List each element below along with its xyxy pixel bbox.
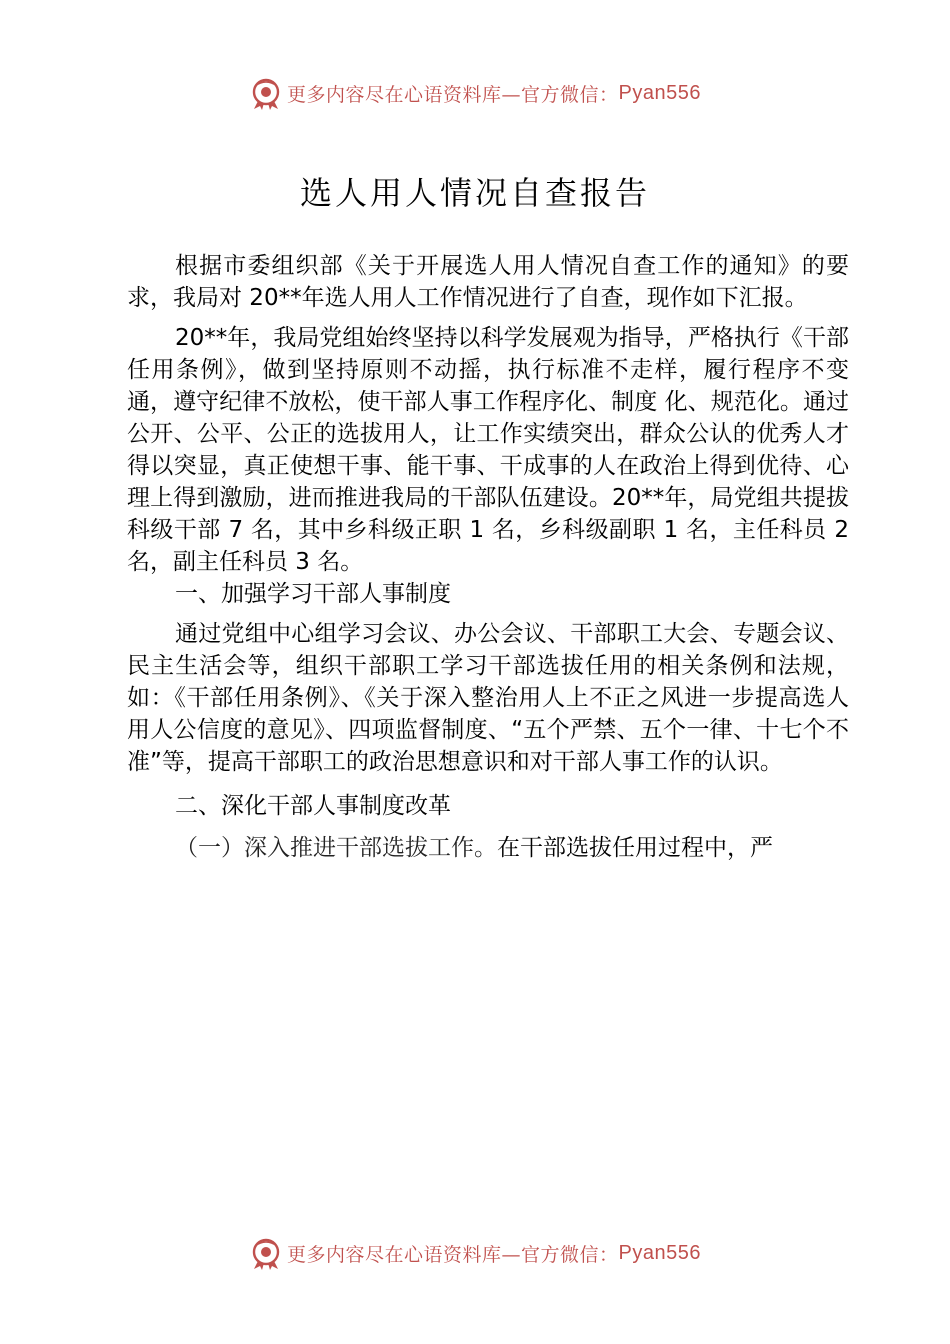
paragraph-study: 通过党组中心组学习会议、办公会议、干部职工大会、专题会议、民主生活会等，组织干部职工学习干部选拔任用的相关条例和法规，如：《干部任用条例》、《关于深入整治用人上不正之风进一步提高选人用人公信度的意见》、四项监督制度、“五个严禁、五个一律、十七个不准”等，提高干部职工的政治思想意识和对干部人事工作的认识。 xyxy=(127,621,849,775)
ribbon-seal-icon xyxy=(249,1236,283,1270)
paragraph-overview: 20**年，我局党组始终坚持以科学发展观为指导，严格执行《干部任用条例》，做到坚持原则不动摇，执行标准不走样，履行程序不变通，遵守纪律不放松，使干部人事工作程序化、制度 化、规范化。通过公开、公平、公正的选拔用人，让工作实绩突出，群众公认的优秀人才得以突显，真正使想干事、能干事、干成事的人在政治上得到优待、心理上得到激励，进而推进我局的干部队伍建设。20**年，局党组共提拔科级干部 7 名，其中乡科级正职 1 名，乡科级副职 1 名，主任科员 2 名，副主任科员 3 名。 xyxy=(127,325,849,575)
document-title: 选人用人情况自查报告 xyxy=(299,174,650,212)
subsection-line xyxy=(127,832,849,864)
banner-text: 更多内容尽在心语资料库—官方微信： xyxy=(287,1243,619,1266)
banner-wechat-id: Pyan556 xyxy=(618,1241,701,1264)
section-heading-2: 二、深化干部人事制度改革 xyxy=(175,793,451,819)
banner-wechat-id: Pyan556 xyxy=(618,81,701,104)
header-banner xyxy=(0,73,950,113)
ribbon-seal-icon xyxy=(249,76,283,110)
footer-banner xyxy=(0,1233,950,1273)
document-body xyxy=(127,250,849,864)
subsection-label: （一）深入推进干部选拔工作。 xyxy=(175,835,497,861)
subsection-text: 在干部选拔任用过程中，严 xyxy=(497,835,773,861)
paragraph-intro: 根据市委组织部《关于开展选人用人情况自查工作的通知》的要求，我局对 20**年选人用人工作情况进行了自查，现作如下汇报。 xyxy=(127,253,849,311)
section-heading-1: 一、加强学习干部人事制度 xyxy=(175,581,451,607)
banner-text: 更多内容尽在心语资料库—官方微信： xyxy=(287,83,619,106)
